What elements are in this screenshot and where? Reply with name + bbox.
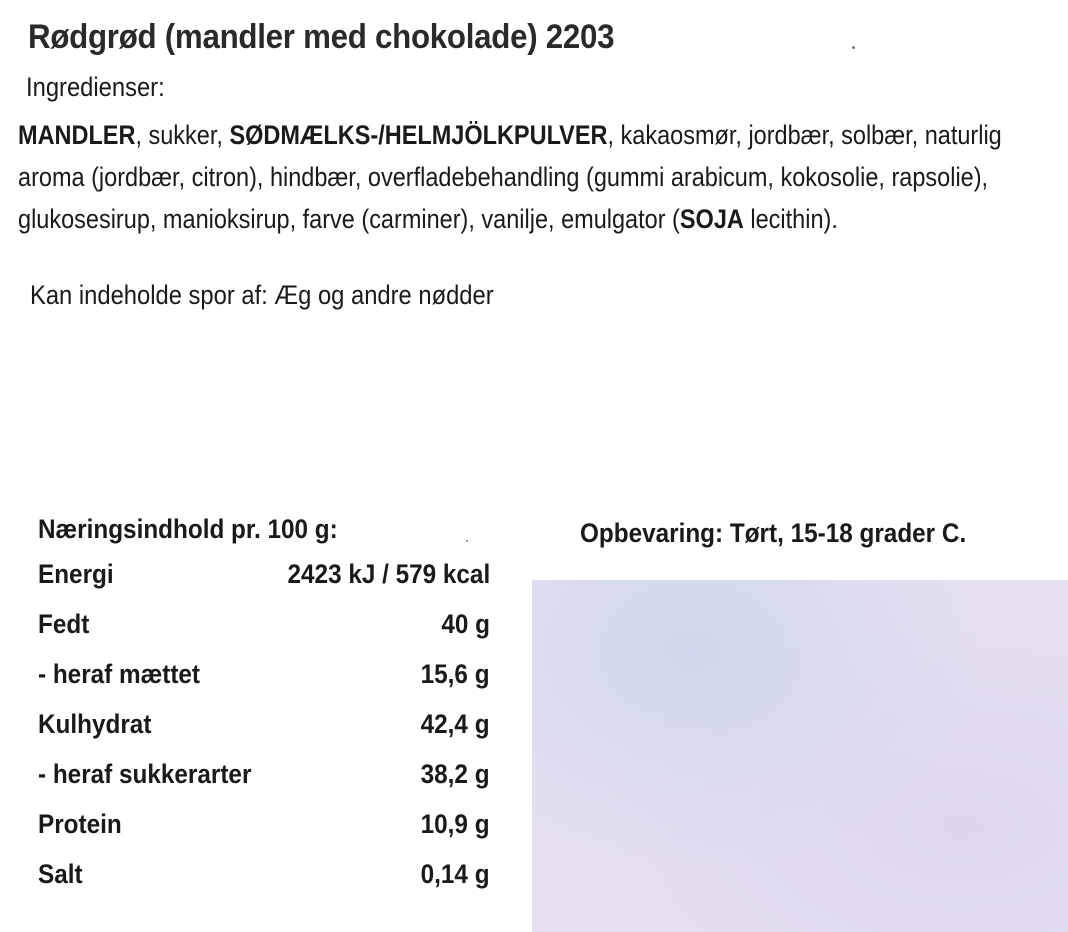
speck-mark	[852, 46, 855, 49]
nutrition-value: 42,4 g	[421, 709, 490, 739]
nutrition-label: Salt	[38, 859, 83, 889]
nutrition-label: Energi	[38, 559, 114, 589]
nutrition-value: 40 g	[441, 609, 490, 639]
nutrition-value: 15,6 g	[421, 659, 490, 689]
ingredient-part: lecithin).	[743, 204, 838, 234]
nutrition-row	[38, 859, 490, 909]
nutrition-row	[38, 709, 490, 759]
nutrition-value: 10,9 g	[421, 809, 490, 839]
ingredients-text	[18, 114, 1027, 240]
color-swatch	[532, 580, 1068, 932]
nutrition-heading: Næringsindhold pr. 100 g:	[38, 514, 338, 544]
ingredient-part: SOJA	[679, 204, 744, 234]
nutrition-label: - heraf mættet	[38, 659, 201, 689]
product-title: Rødgrød (mandler med chokolade) 2203	[28, 18, 615, 56]
nutrition-row	[38, 759, 490, 809]
storage-note: Opbevaring: Tørt, 15-18 grader C.	[580, 518, 967, 548]
ingredient-part: , kakaosmør, jordbær, solbær, naturlig aroma (jordbær, citron), hindbær, overfladebehandling (gummi arabicum, kokosolie, rapsolie), glukosesirup, manioksirup, farve (carminer), vanilje, emulgator (	[18, 120, 1002, 234]
nutrition-row	[38, 659, 490, 709]
nutrition-label: - heraf sukkerarter	[38, 759, 252, 789]
speck-mark	[466, 540, 468, 542]
ingredients-label: Ingredienser:	[26, 72, 165, 102]
nutrition-row	[38, 609, 490, 659]
nutrition-label: Fedt	[38, 609, 90, 639]
nutrition-value: 2423 kJ / 579 kcal	[287, 559, 490, 589]
nutrition-row	[38, 809, 490, 859]
nutrition-value: 0,14 g	[421, 859, 490, 889]
traces-note: Kan indeholde spor af: Æg og andre nødder	[30, 280, 494, 310]
ingredient-part: MANDLER	[18, 120, 136, 150]
ingredient-part: , sukker,	[135, 120, 230, 150]
nutrition-label: Kulhydrat	[38, 709, 152, 739]
ingredient-part: SØDMÆLKS-/HELMJÖLKPULVER	[229, 120, 608, 150]
nutrition-row	[38, 559, 490, 609]
nutrition-table	[38, 514, 490, 909]
nutrition-value: 38,2 g	[421, 759, 490, 789]
nutrition-label: Protein	[38, 809, 122, 839]
